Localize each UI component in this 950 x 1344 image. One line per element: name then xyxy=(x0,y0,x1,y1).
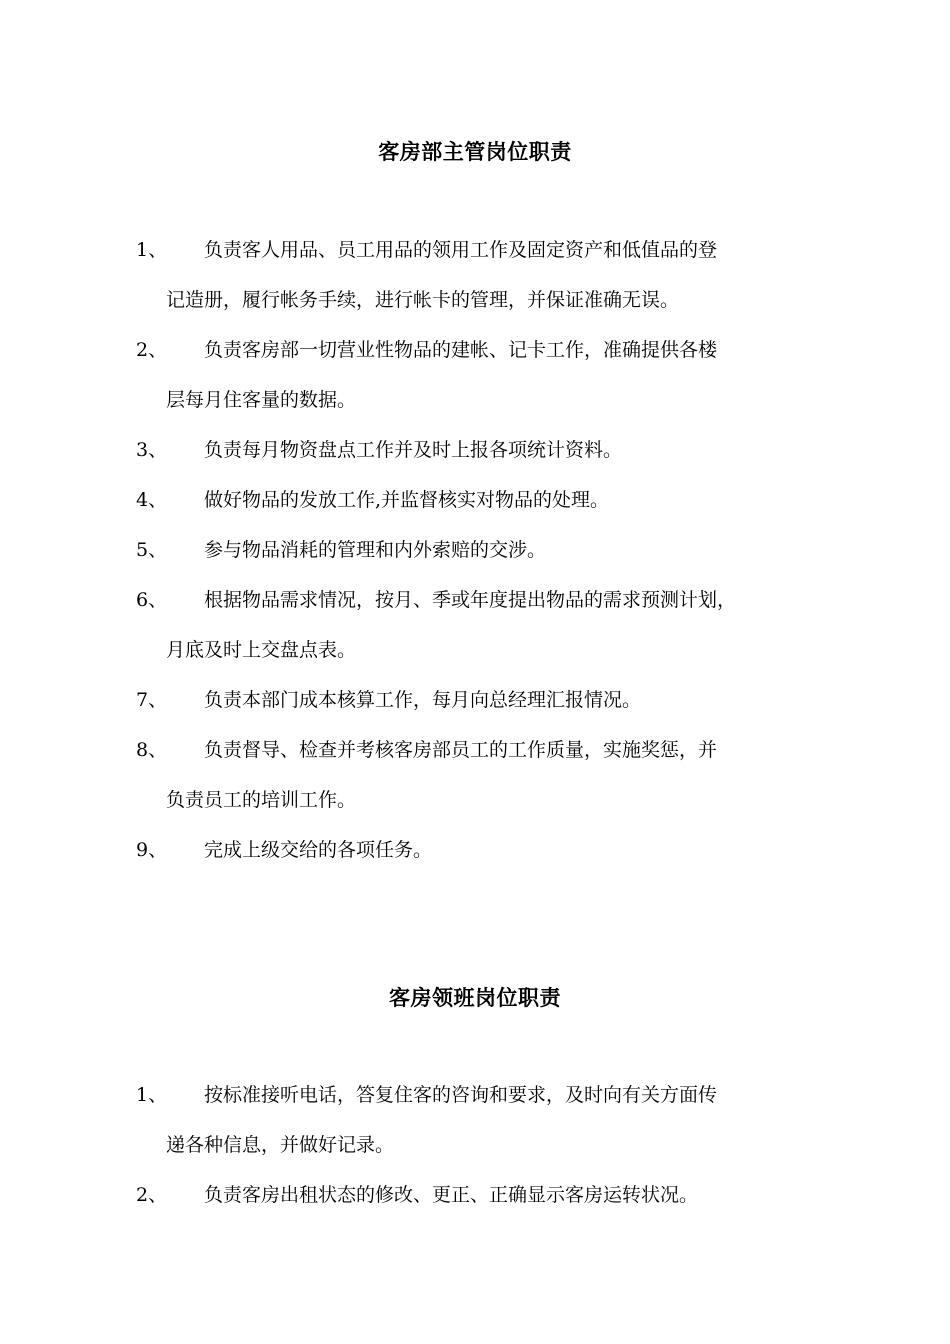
item-text: 负责每月物资盘点工作并及时上报各项统计资料。 xyxy=(204,439,623,461)
item-text: 根据物品需求情况，按月、季或年度提出物品的需求预测计划， xyxy=(204,589,737,611)
item-text: 做好物品的发放工作,并监督核实对物品的处理。 xyxy=(204,489,610,511)
list-item xyxy=(136,685,836,735)
item-text: 完成上级交给的各项任务。 xyxy=(204,839,433,861)
list-item xyxy=(136,585,836,685)
item-number: 1、 xyxy=(136,239,168,261)
list-item xyxy=(136,1080,836,1180)
item-text-continued: 记造册，履行帐务手续，进行帐卡的管理，并保证准确无误。 xyxy=(166,289,680,311)
item-number: 4、 xyxy=(136,489,168,511)
item-text: 负责客房出租状态的修改、更正、正确显示客房运转状况。 xyxy=(204,1184,699,1206)
item-text-continued: 递各种信息，并做好记录。 xyxy=(166,1134,395,1156)
list-item xyxy=(136,485,836,535)
item-text: 参与物品消耗的管理和内外索赔的交涉。 xyxy=(204,539,547,561)
item-text-continued: 层每月住客量的数据。 xyxy=(166,389,357,411)
item-number: 1、 xyxy=(136,1084,168,1106)
item-text-continued: 月底及时上交盘点表。 xyxy=(166,639,357,661)
item-text: 负责客人用品、员工用品的领用工作及固定资产和低值品的登 xyxy=(204,239,718,261)
list-item xyxy=(136,535,836,585)
item-number: 6、 xyxy=(136,589,168,611)
section-title: 客房部主管岗位职责 xyxy=(378,139,572,164)
list-item xyxy=(136,735,836,835)
item-text: 按标准接听电话，答复住客的咨询和要求，及时向有关方面传 xyxy=(204,1084,718,1106)
item-text: 负责本部门成本核算工作，每月向总经理汇报情况。 xyxy=(204,689,642,711)
item-number: 7、 xyxy=(136,689,168,711)
item-text: 负责客房部一切营业性物品的建帐、记卡工作，准确提供各楼 xyxy=(204,339,718,361)
item-number: 3、 xyxy=(136,439,168,461)
section-title: 客房领班岗位职责 xyxy=(389,985,561,1010)
item-text: 负责督导、检查并考核客房部员工的工作质量，实施奖惩，并 xyxy=(204,739,718,761)
list-item xyxy=(136,435,836,485)
item-number: 2、 xyxy=(136,1184,168,1206)
list-item xyxy=(136,835,836,885)
item-number: 5、 xyxy=(136,539,168,561)
list-item xyxy=(136,235,836,335)
item-text-continued: 负责员工的培训工作。 xyxy=(166,789,357,811)
list-item xyxy=(136,335,836,435)
item-number: 2、 xyxy=(136,339,168,361)
item-number: 9、 xyxy=(136,839,168,861)
item-number: 8、 xyxy=(136,739,168,761)
list-item xyxy=(136,1180,836,1230)
